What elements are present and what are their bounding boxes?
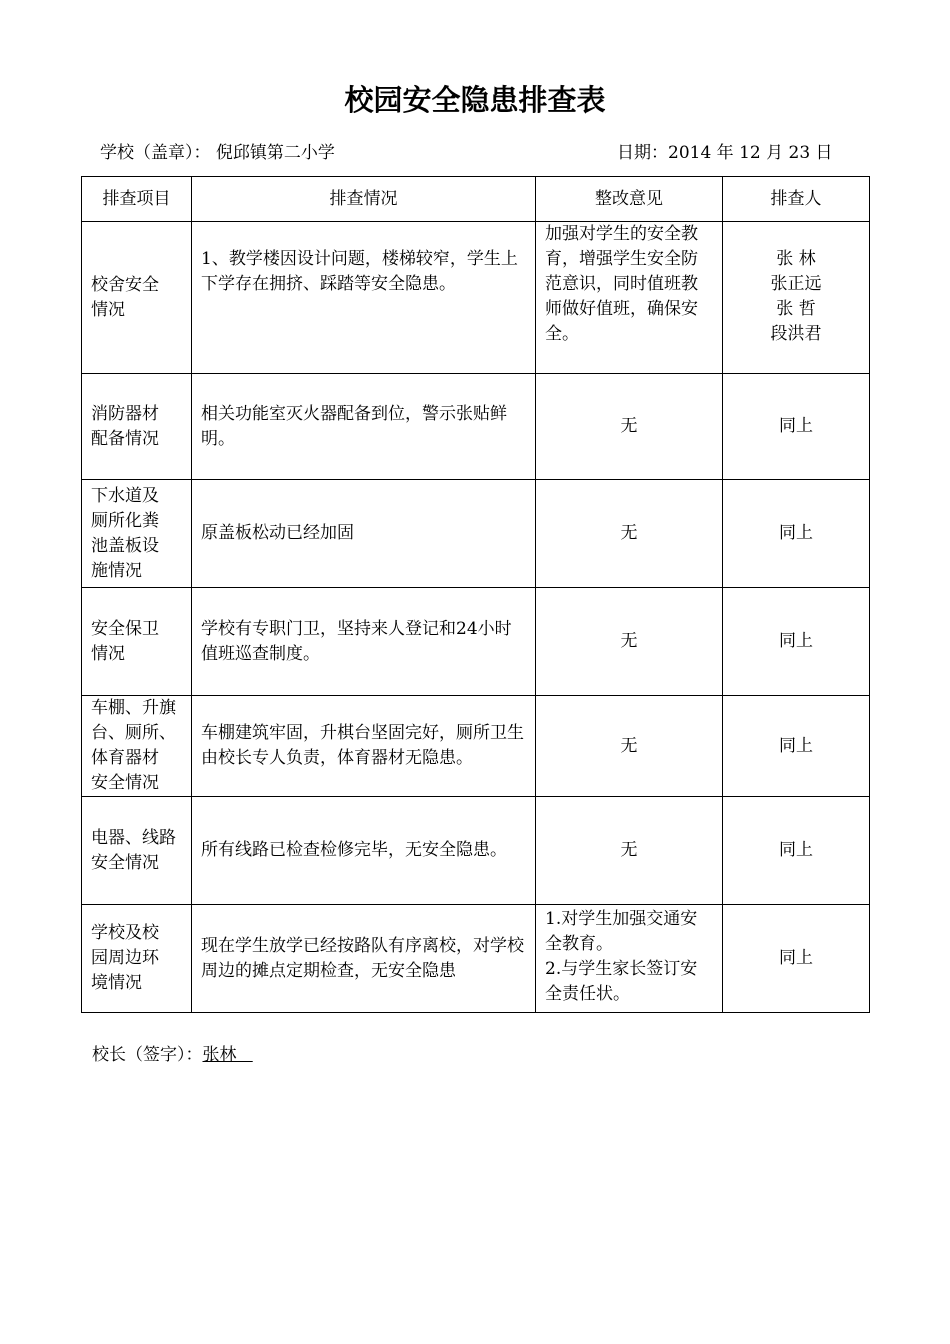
date-text: 日期：2014 年 12 月 23 日 xyxy=(617,143,833,163)
principal-signature: 张林 xyxy=(202,1045,237,1065)
row-situation: 相关功能室灭火器配备到位，警示张贴鲜明。 xyxy=(192,374,536,480)
table-row xyxy=(82,797,870,905)
table-row xyxy=(82,696,870,797)
row-inspector: 同上 xyxy=(723,480,870,588)
table-row xyxy=(82,905,870,1013)
row-situation: 所有线路已检查检修完毕，无安全隐患。 xyxy=(192,797,536,905)
school-info xyxy=(100,138,335,163)
header-inspector: 排查人 xyxy=(723,177,870,222)
row-situation: 现在学生放学已经按路队有序离校，对学校周边的摊点定期检查，无安全隐患 xyxy=(192,905,536,1013)
table-row xyxy=(82,374,870,480)
school-name: 倪邱镇第二小学 xyxy=(215,143,335,163)
row-opinion: 无 xyxy=(536,797,723,905)
row-item: 消防器材 配备情况 xyxy=(82,374,192,480)
table-row xyxy=(82,222,870,374)
row-situation: 学校有专职门卫，坚持来人登记和24小时值班巡查制度。 xyxy=(192,588,536,696)
row-item: 校舍安全 情况 xyxy=(82,222,192,374)
row-situation: 1、教学楼因设计问题，楼梯较窄，学生上下学存在拥挤、踩踏等安全隐患。 xyxy=(192,222,536,374)
principal-signature-line xyxy=(92,1040,253,1065)
row-item: 车棚、升旗 台、厕所、 体育器材 安全情况 xyxy=(82,696,192,797)
row-opinion: 无 xyxy=(536,374,723,480)
row-inspector: 同上 xyxy=(723,797,870,905)
table-header-row xyxy=(82,177,870,222)
header-item: 排查项目 xyxy=(82,177,192,222)
row-opinion: 无 xyxy=(536,480,723,588)
table-row xyxy=(82,588,870,696)
school-label: 学校（盖章）： xyxy=(100,143,211,163)
row-inspector: 张 林 张正远 张 哲 段洪君 xyxy=(723,222,870,374)
principal-signature-label: 校长（签字）： xyxy=(92,1045,203,1065)
row-situation: 车棚建筑牢固，升棋台坚固完好，厕所卫生由校长专人负责，体育器材无隐患。 xyxy=(192,696,536,797)
header-opinion: 整改意见 xyxy=(536,177,723,222)
row-inspector: 同上 xyxy=(723,696,870,797)
row-inspector: 同上 xyxy=(723,588,870,696)
row-item: 电器、线路 安全情况 xyxy=(82,797,192,905)
row-item: 下水道及 厕所化粪 池盖板设 施情况 xyxy=(82,480,192,588)
row-inspector: 同上 xyxy=(723,374,870,480)
table-row xyxy=(82,480,870,588)
signature-underline xyxy=(237,1045,253,1065)
row-opinion: 无 xyxy=(536,696,723,797)
row-opinion: 加强对学生的安全教育，增强学生安全防范意识，同时值班教师做好值班，确保安全。 xyxy=(536,222,723,374)
page-title: 校园安全隐患排查表 xyxy=(344,83,606,117)
row-inspector: 同上 xyxy=(723,905,870,1013)
inspection-table xyxy=(81,176,870,1013)
row-opinion: 无 xyxy=(536,588,723,696)
row-opinion: 1.对学生加强交通安全教育。 2.与学生家长签订安全责任状。 xyxy=(536,905,723,1013)
row-situation: 原盖板松动已经加固 xyxy=(192,480,536,588)
row-item: 学校及校 园周边环 境情况 xyxy=(82,905,192,1013)
header-situation: 排查情况 xyxy=(192,177,536,222)
row-item: 安全保卫 情况 xyxy=(82,588,192,696)
